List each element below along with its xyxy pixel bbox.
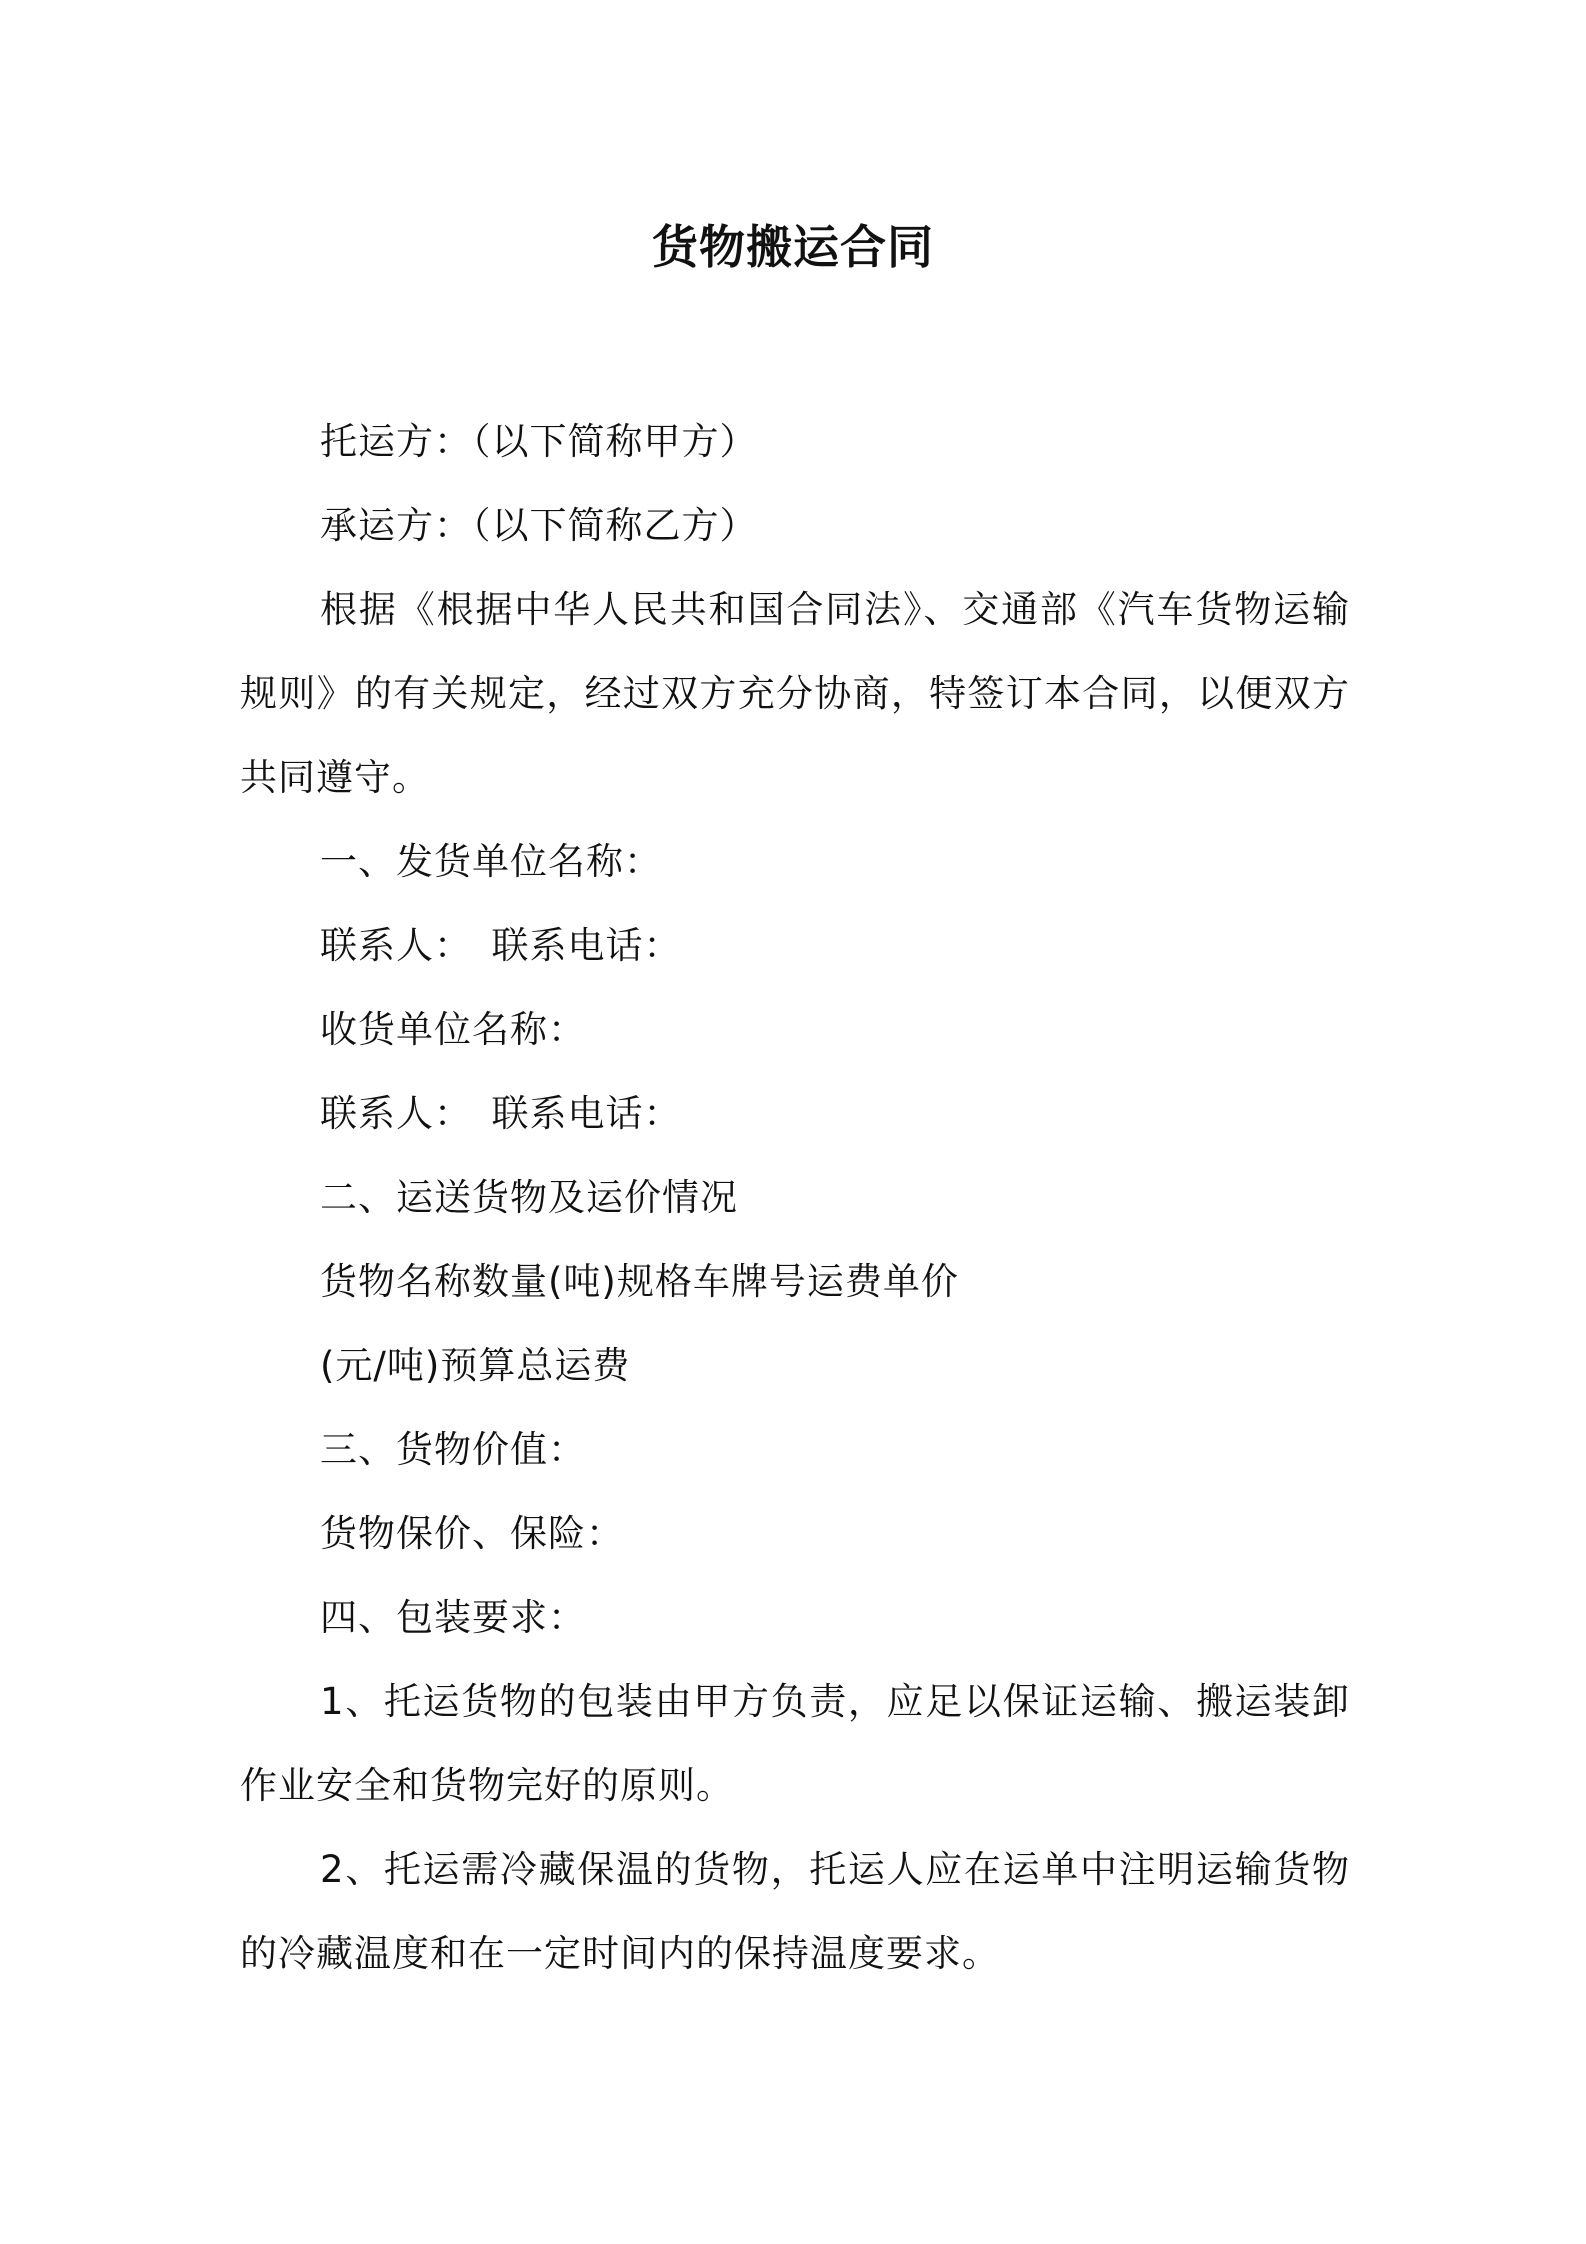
packing-clause-1: 1、托运货物的包装由甲方负责，应足以保证运输、搬运装卸作业安全和货物完好的原则。 (240, 1680, 1350, 1807)
carrier-line: 承运方：（以下简称乙方） (320, 504, 758, 547)
section-3-heading: 三、货物价值： (320, 1428, 586, 1471)
section-4-heading: 四、包装要求： (320, 1596, 586, 1639)
preamble-paragraph: 根据《根据中华人民共和国合同法》、交通部《汽车货物运输规则》的有关规定，经过双方充分协商，特签订本合同，以便双方共同遵守。 (240, 588, 1350, 799)
goods-fields-line-1: 货物名称数量(吨)规格车牌号运费单价 (320, 1260, 959, 1303)
sender-contact-line: 联系人： 联系电话： (320, 924, 682, 967)
section-2-heading: 二、运送货物及运价情况 (320, 1176, 738, 1219)
insurance-line: 货物保价、保险： (320, 1512, 624, 1555)
receiver-unit-line: 收货单位名称： (320, 1008, 586, 1051)
shipper-line: 托运方：（以下简称甲方） (320, 420, 758, 463)
packing-clause-2: 2、托运需冷藏保温的货物，托运人应在运单中注明运输货物的冷藏温度和在一定时间内的保持温度要求。 (240, 1848, 1350, 1975)
document-title: 货物搬运合同 (652, 220, 934, 274)
goods-fields-line-2: (元/吨)预算总运费 (320, 1344, 631, 1387)
document-body (240, 400, 1350, 1996)
receiver-contact-line: 联系人： 联系电话： (320, 1092, 682, 1135)
section-1-heading: 一、发货单位名称： (320, 840, 662, 883)
